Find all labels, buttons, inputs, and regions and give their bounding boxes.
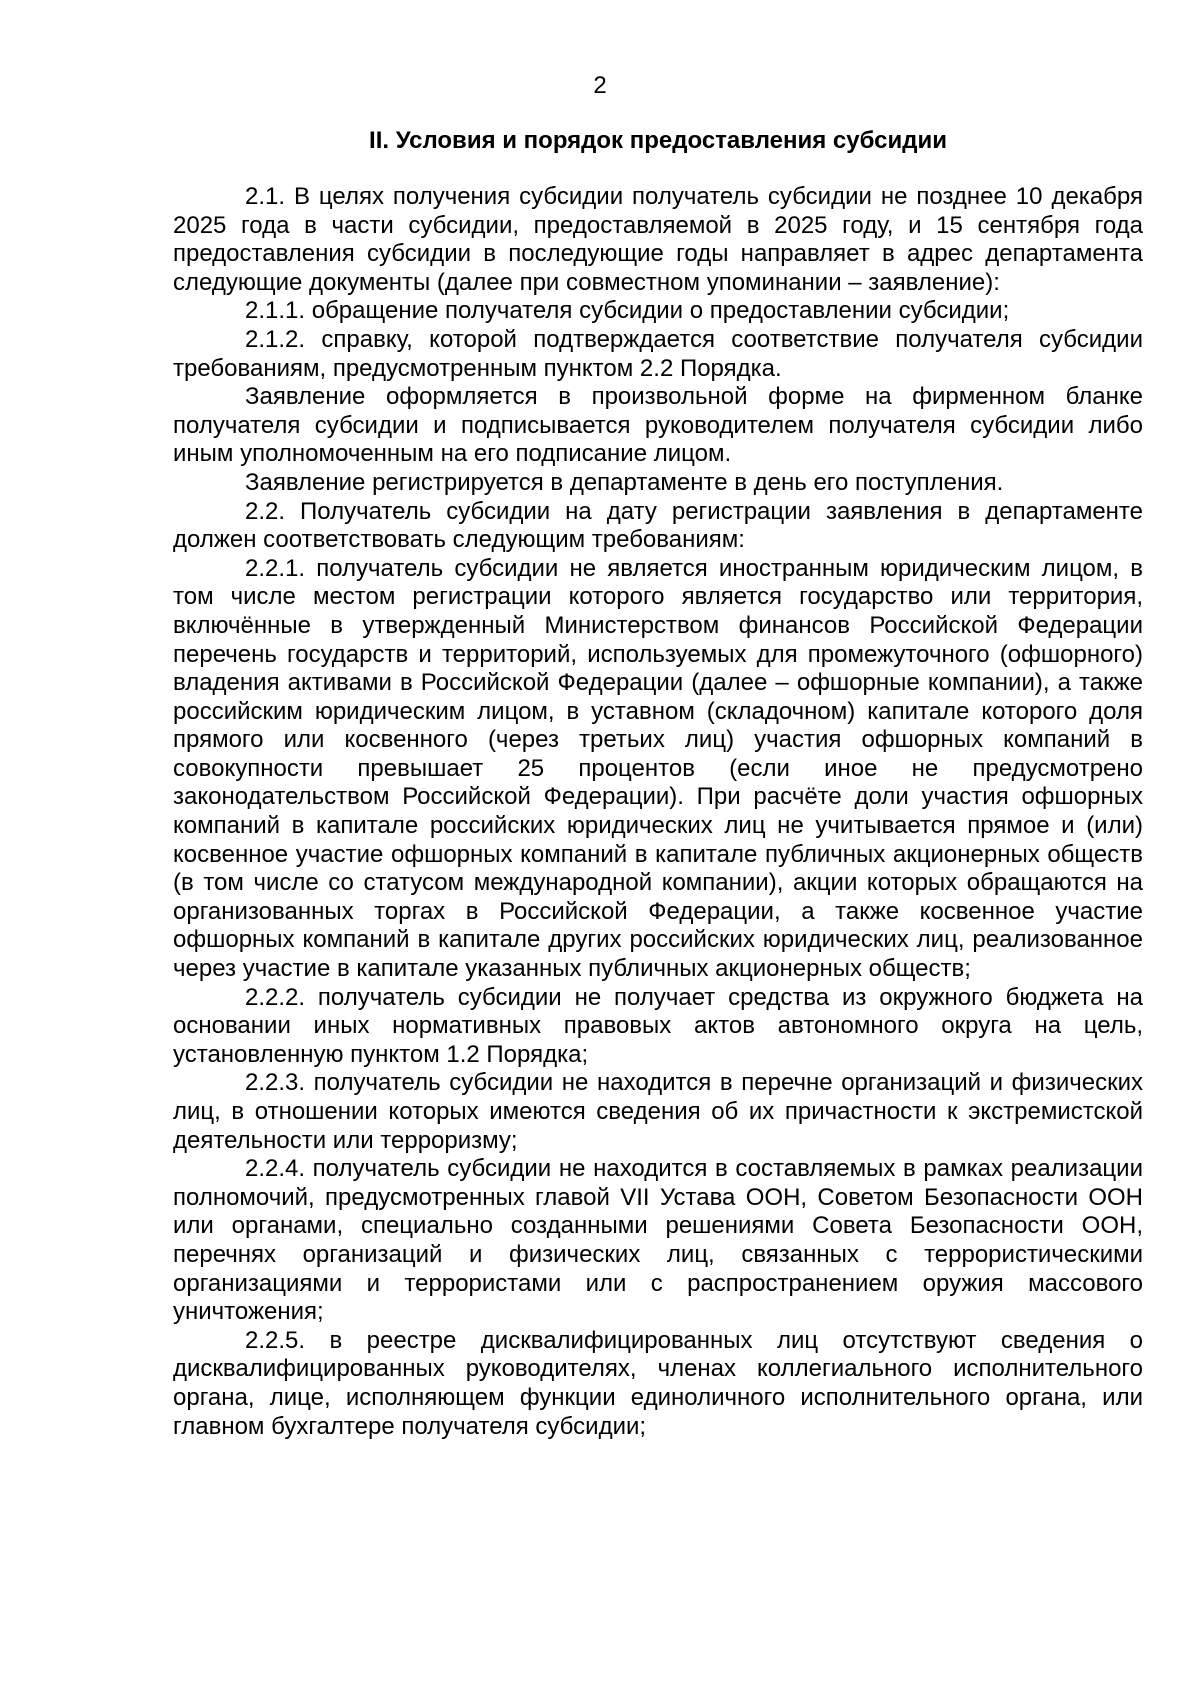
paragraph-2-1: 2.1. В целях получения субсидии получатель субсидии не позднее 10 декабря 2025 года в части субсидии, предоставляемой в 2025 году, и 15 сентября года предоставления субсидии в последующие годы направляет в адрес департамента следующие документы (далее при совместном упоминании – заявление): xyxy=(173,183,1143,296)
paragraph-2-1-1: 2.1.1. обращение получателя субсидии о предоставлении субсидии; xyxy=(245,297,1010,325)
paragraph-2-1-2: 2.1.2. справку, которой подтверждается соответствие получателя субсидии требованиям, предусмотренным пунктом 2.2 Порядка. xyxy=(173,325,1143,382)
paragraph-2-2-4: 2.2.4. получатель субсидии не находится в составляемых в рамках реализации полномочий, предусмотренных главой VII Устава ООН, Советом Безопасности ООН или органами, специально созданными решениями Совета Безопасности ООН, перечнях организаций и физических лиц, связанных с террористическими организациями и террористами или с распространением оружия массового уничтожения; xyxy=(173,1155,1143,1326)
paragraph-application-format: Заявление оформляется в произвольной форме на фирменном бланке получателя субсидии и подписывается руководителем получателя субсидии либо иным уполномоченным на его подписание лицом. xyxy=(173,383,1143,468)
section-heading: II. Условия и порядок предоставления субсидии xyxy=(369,127,947,154)
document-body xyxy=(173,183,1143,1441)
paragraph-2-2: 2.2. Получатель субсидии на дату регистрации заявления в департаменте должен соответствовать следующим требованиям: xyxy=(173,497,1143,554)
paragraph-2-2-5: 2.2.5. в реестре дисквалифицированных лиц отсутствуют сведения о дисквалифицированных руководителях, членах коллегиального исполнительного органа, лице, исполняющем функции единоличного исполнительного органа, или главном бухгалтере получателя субсидии; xyxy=(173,1326,1143,1440)
paragraph-2-2-3: 2.2.3. получатель субсидии не находится в перечне организаций и физических лиц, в отношении которых имеются сведения об их причастности к экстремистской деятельности или терроризму; xyxy=(173,1069,1143,1154)
paragraph-application-registration: Заявление регистрируется в департаменте в день его поступления. xyxy=(245,468,1004,496)
paragraph-2-2-2: 2.2.2. получатель субсидии не получает средства из окружного бюджета на основании иных нормативных правовых актов автономного округа на цель, установленную пунктом 1.2 Порядка; xyxy=(173,983,1143,1068)
paragraph-2-2-1: 2.2.1. получатель субсидии не является иностранным юридическим лицом, в том числе местом регистрации которого является государство или территория, включённые в утвержденный Министерством финансов Российской Федерации перечень государств и территорий, используемых для промежуточного (офшорного) владения активами в Российской Федерации (далее – офшорные компании), а также российским юридическим лицом, в уставном (складочном) капитале которого доля прямого или косвенного (через третьих лиц) участия офшорных компаний в совокупности превышает 25 процентов (если иное не предусмотрено законодательством Российской Федерации). При расчёте доли участия офшорных компаний в капитале российских юридических лиц не учитывается прямое и (или) косвенное участие офшорных компаний в капитале публичных акционерных обществ (в том числе со статусом международной компании), акции которых обращаются на организованных торгах в Российской Федерации, а также косвенное участие офшорных компаний в капитале других российских юридических лиц, реализованное через участие в капитале указанных публичных акционерных обществ; xyxy=(173,554,1143,983)
page-number: 2 xyxy=(593,72,607,99)
